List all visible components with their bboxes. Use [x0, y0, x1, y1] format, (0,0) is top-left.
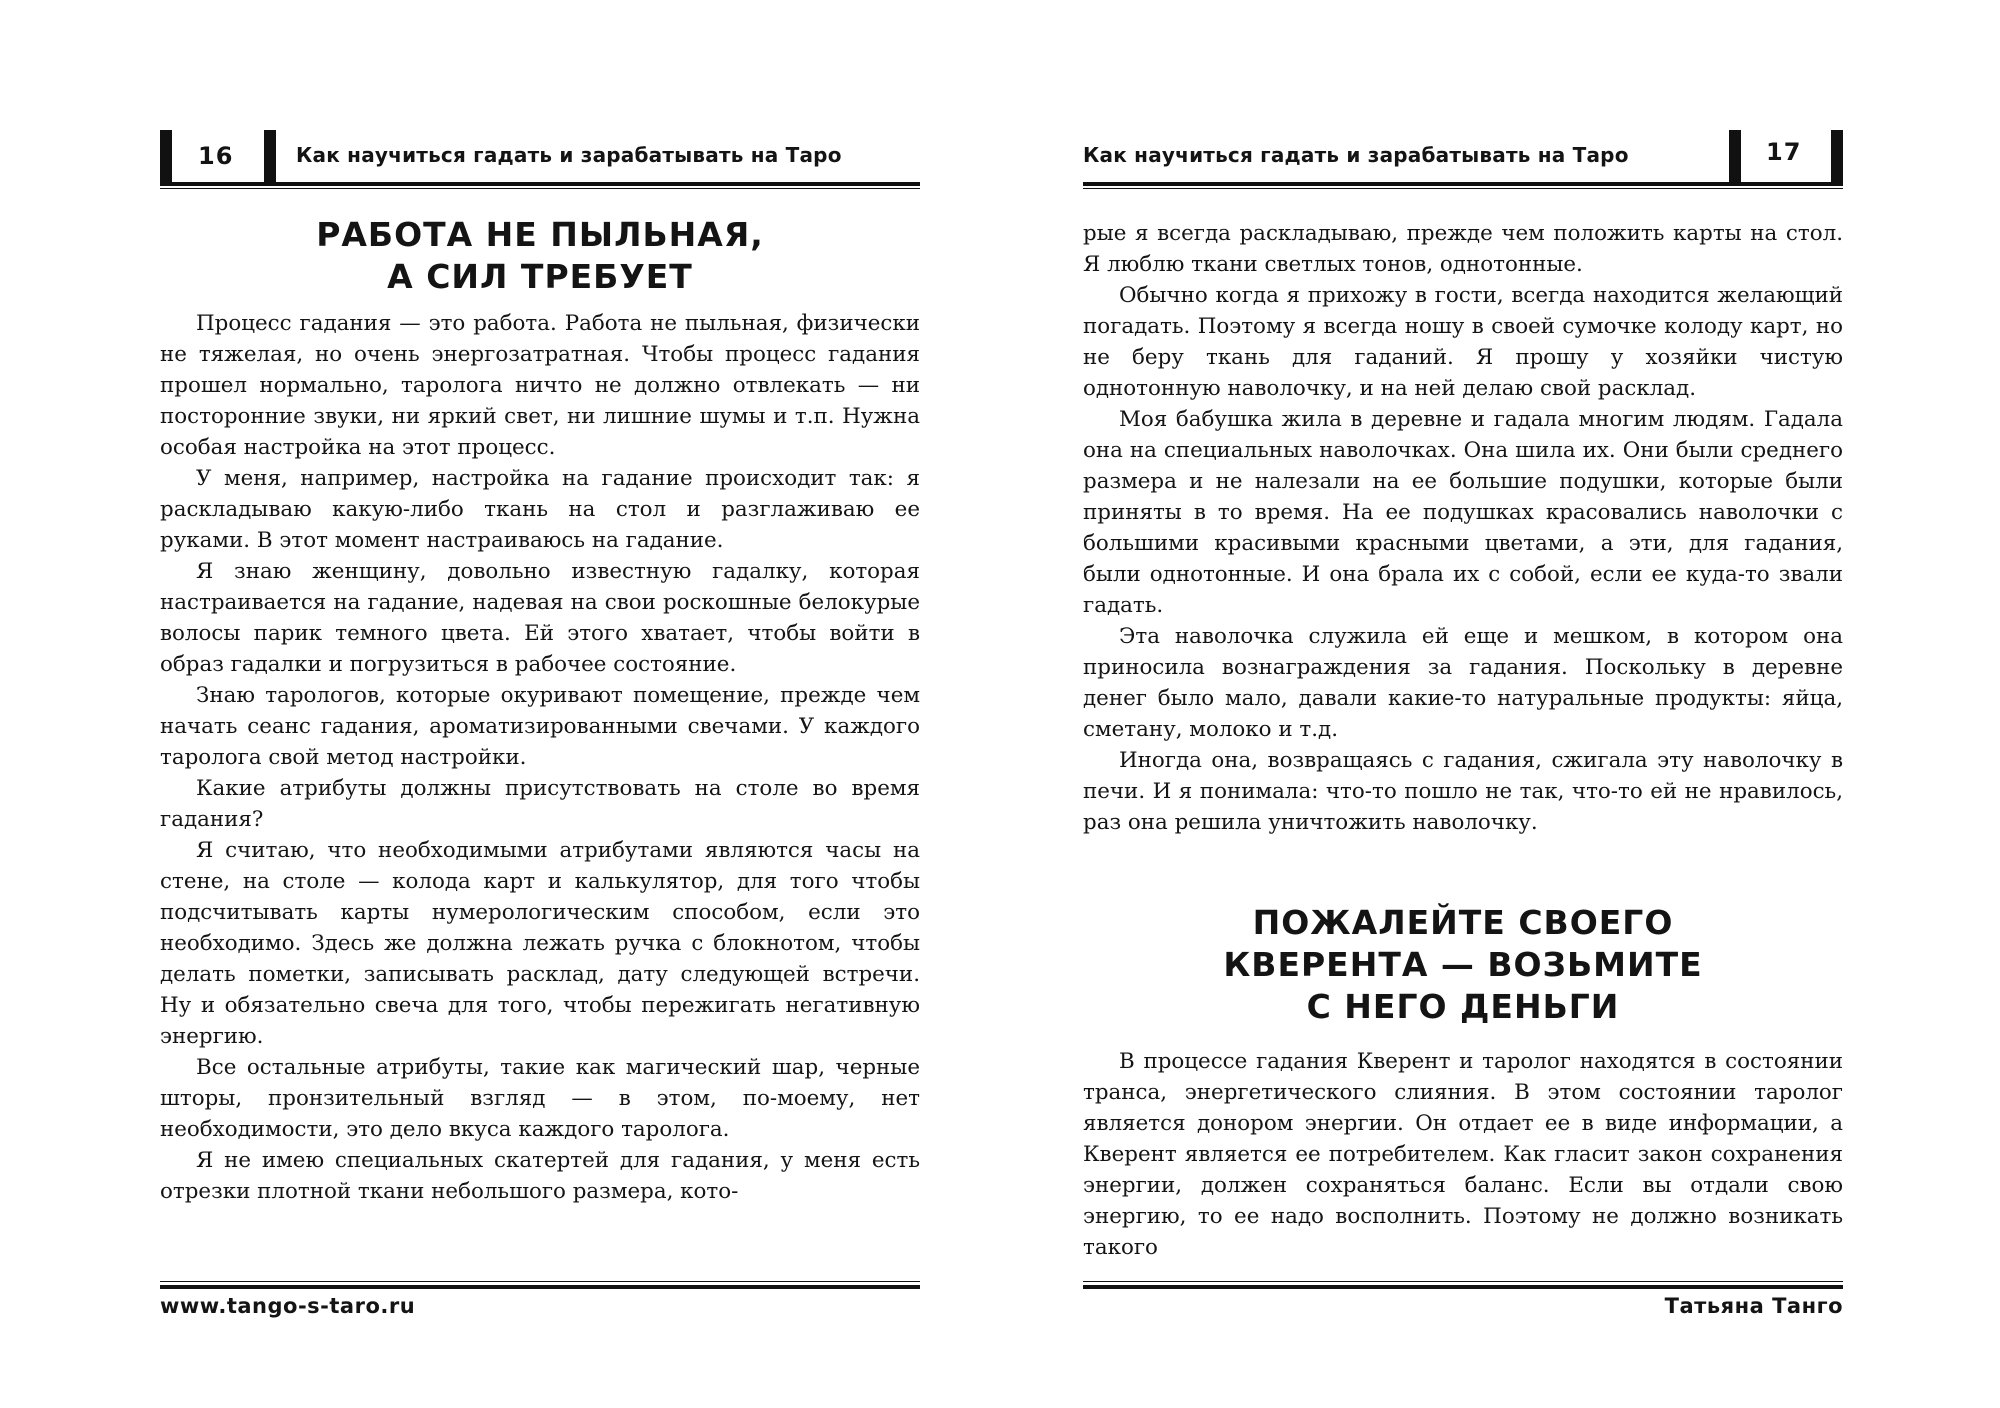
left-running-title: Как научиться гадать и зарабатывать на Таро	[296, 143, 842, 167]
right-chapter-heading	[1083, 902, 1843, 1028]
left-body-text	[160, 308, 920, 1207]
right-running-header	[1083, 130, 1843, 188]
header-rule	[1083, 182, 1843, 186]
heading-line: А СИЛ ТРЕБУЕТ	[387, 257, 693, 296]
header-bar	[1729, 130, 1741, 182]
header-rule-thin	[1083, 188, 1843, 189]
heading-line: С НЕГО ДЕНЬГИ	[1306, 987, 1620, 1026]
right-footer-author: Татьяна Танго	[1664, 1294, 1843, 1318]
right-running-title: Как научиться гадать и зарабатывать на Таро	[1083, 143, 1629, 167]
left-footer-url: www.tango-s-taro.ru	[160, 1294, 416, 1318]
paragraph: Я считаю, что необходимыми атрибутами являются часы на стене, на столе — колода карт и калькулятор, для того чтобы подсчитывать карты нумерологическим способом, если это необходимо. Здесь же должна лежать ручка с блокнотом, чтобы делать пометки, записывать расклад, дату следующей встречи. Ну и обязательно свеча для того, чтобы пережигать негативную энергию.	[160, 838, 920, 1049]
right-body-text-bottom	[1083, 1046, 1843, 1263]
footer-rule-thin	[1083, 1281, 1843, 1282]
paragraph: Иногда она, возвращаясь с гадания, сжигала эту наволочку в печи. И я понимала: что-то пошло не так, что-то ей не нравилось, раз она решила уничтожить наволочку.	[1083, 748, 1843, 835]
paragraph: Обычно когда я прихожу в гости, всегда находится желающий погадать. Поэтому я всегда ношу в своей сумочке колоду карт, но не беру ткань для гаданий. Я прошу у хозяйки чистую однотонную наволочку, и на ней делаю свой расклад.	[1083, 283, 1843, 401]
right-page-number: 17	[1766, 138, 1802, 166]
paragraph: Я знаю женщину, довольно известную гадалку, которая настраивается на гадание, надевая на свои роскошные белокурые волосы парик темного цвета. Ей этого хватает, чтобы войти в образ гадалки и погрузиться в рабочее состояние.	[160, 559, 920, 677]
footer-rule	[1083, 1285, 1843, 1289]
paragraph: Процесс гадания — это работа. Работа не пыльная, физически не тяжелая, но очень энергозатратная. Чтобы процесс гадания прошел нормально, таролога ничто не должно отвлекать — ни посторонние звуки, ни яркий свет, ни лишние шумы и т.п. Нужна особая настройка на этот процесс.	[160, 311, 920, 460]
header-rule	[160, 182, 920, 186]
left-page	[160, 0, 920, 1408]
paragraph: Эта наволочка служила ей еще и мешком, в котором она приносила вознаграждения за гадания. Поскольку в деревне денег было мало, давали какие-то натуральные продукты: яйца, сметану, молоко и т.д.	[1083, 624, 1843, 742]
heading-line: КВЕРЕНТА — ВОЗЬМИТЕ	[1223, 945, 1703, 984]
header-bar	[1831, 130, 1843, 182]
left-chapter-heading	[160, 214, 920, 298]
footer-rule	[160, 1285, 920, 1289]
right-page	[1083, 0, 1843, 1408]
heading-line: ПОЖАЛЕЙТЕ СВОЕГО	[1252, 903, 1674, 942]
paragraph: В процессе гадания Кверент и таролог находятся в состоянии транса, энергетического слияния. В этом состоянии таролог является донором энергии. Он отдает ее в виде информации, а Кверент является ее потребителем. Как гласит закон сохранения энергии, должен сохраняться баланс. Если вы отдали свою энергию, то ее надо восполнить. Поэтому не должно возникать такого	[1083, 1049, 1843, 1260]
heading-line: РАБОТА НЕ ПЫЛЬНАЯ,	[316, 215, 764, 254]
header-bar	[264, 130, 276, 182]
paragraph: Какие атрибуты должны присутствовать на столе во время гадания?	[160, 776, 920, 832]
paragraph-continuation: рые я всегда раскладываю, прежде чем положить карты на стол. Я люблю ткани светлых тонов, однотонные.	[1083, 221, 1843, 277]
left-running-header	[160, 130, 920, 188]
paragraph: Моя бабушка жила в деревне и гадала многим людям. Гадала она на специальных наволочках. Она шила их. Они были среднего размера и не налезали на ее большие подушки, которые были приняты в то время. На ее подушках красовались наволочки с большими красивыми красными цветами, а эти, для гадания, были однотонные. И она брала их с собой, если ее куда-то звали гадать.	[1083, 407, 1843, 618]
header-rule-thin	[160, 188, 920, 189]
footer-rule-thin	[160, 1281, 920, 1282]
paragraph: Я не имею специальных скатертей для гадания, у меня есть отрезки плотной ткани небольшого размера, кото-	[160, 1148, 920, 1204]
paragraph: Все остальные атрибуты, такие как магический шар, черные шторы, пронзительный взгляд — в этом, по-моему, нет необходимости, это дело вкуса каждого таролога.	[160, 1055, 920, 1142]
paragraph: Знаю тарологов, которые окуривают помещение, прежде чем начать сеанс гадания, ароматизированными свечами. У каждого таролога свой метод настройки.	[160, 683, 920, 770]
header-bar	[160, 130, 172, 182]
right-body-text-top	[1083, 218, 1843, 838]
left-page-number: 16	[198, 142, 234, 170]
paragraph: У меня, например, настройка на гадание происходит так: я раскладываю какую-либо ткань на стол и разглаживаю ее руками. В этот момент настраиваюсь на гадание.	[160, 466, 920, 553]
